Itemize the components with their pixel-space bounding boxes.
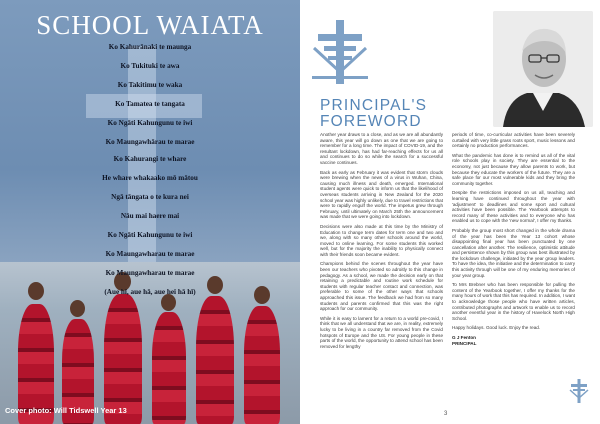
verse-line: Ko Ngāti Kahungunu te iwi <box>107 119 193 127</box>
verse-line: He whare whakaako mō mātou <box>102 174 198 182</box>
waiata-verse-1 <box>0 38 300 152</box>
heading-line-1: PRINCIPAL'S <box>320 97 428 114</box>
page-number: 3 <box>444 411 448 417</box>
cover-photo-credit: Cover photo: Will Tidswell Year 13 <box>5 406 127 415</box>
paragraph: Another year draws to a close, and as we are all abundantly aware, this year will go down as one that we are going to remember for a long time. The impact of COVID-19, and the resultant lockdown, has had far-reaching effects for us all and continues to do so while the search for a successful vaccine continues. <box>320 132 443 165</box>
page-title: SCHOOL WAIATA <box>36 10 264 40</box>
verse-line: Ngā tāngata o te kura nei <box>111 193 189 201</box>
paragraph: Happy holidays. Good luck. Enjoy the read. <box>452 325 541 331</box>
paragraph: Despite the restrictions imposed on us all, teaching and learning have continued throughout the year with 'adjustment' to deadlines and some sport and cultural activities have been possible. The Yearbook attempts to record many of these activities and to everyone who has enabled us to cope with the 'new normal', I offer my thanks. <box>452 190 575 224</box>
paragraph: Probably the group most short changed in the whole drama of the year has been the Year 13 cohort whose disappointing final year has been punctuated by one cancellation after another. The resilience, optimistic attitude and persistence shown by this group was best illustrated by the lockdown challenge, initiated by the year group leaders. To have the idea, the initiative and the determination to carry this activity through will be one of my enduring memories of your year group. <box>452 227 575 278</box>
verse-line: (Aue hī, aue hā, aue hei hā hī) <box>104 288 196 296</box>
verse-line: Ko Kahurangi te whare <box>113 155 187 163</box>
verse-line: Ko Maungawharau te marae <box>105 269 195 277</box>
verse-line: Ko Tukituki te awa <box>120 62 180 70</box>
signature-title: PRINCIPAL <box>452 340 477 346</box>
foreword-heading <box>320 98 470 129</box>
verse-line: Ko Maungawharau te marae <box>105 250 195 258</box>
verse-line: Ko Takitimu te waka <box>117 81 183 89</box>
principal-portrait <box>493 11 593 127</box>
paragraph: periods of time, co-curricular activities have been severely curtailed with very little grass roots sport, music lessons and certainly no production performances. <box>452 132 575 149</box>
corner-cross-icon <box>568 378 590 404</box>
paragraph: While it is easy to lament for a return to a world pre-covid, I think that we all understand that we are, in reality, extremely lucky to be living in a country far removed from the Covid hotspots of Europe and the US. For young people in these parts of the world, the opportunity to attend school has been removed for lengthy <box>320 315 443 349</box>
paragraph: Decisions were also made at this time by the Ministry of Education to change term dates for term one and two and we, along with so many other schools around the world, moved to online learning. For some students this worked well, but for the majority the inability to physically connect with their friends soon became evident. <box>320 223 443 257</box>
verse-line: Ko Maungawhārau te marae <box>105 138 195 146</box>
paragraph: What the pandemic has done is to remind us all of the vital role schools play in society. They are essential to the economy, not just because they allow parents to work, but because they educate the workers of the future. They are a safe place for our most vulnerable kids and they bring the community together. <box>452 152 575 186</box>
paragraph: To Mrs Brebner who has been responsible for pulling the content of the Yearbook together, I offer my thanks for the many hours of work that this has required. In addition, I want to acknowledge those people who have written articles, contributed photographs and artwork to enable us to record another eventful year in the history of Havelock North High School. <box>452 282 575 321</box>
paragraph: Back as early as February it was evident that storm clouds were brewing when the news of a virus in Wuhan, China, causing much illness and death, emerged. International student agents were quick to inform us that the likelihood of overseas students arriving in New Zealand for the 2020 school year was highly unlikely, due to travel restrictions that were to rapidly engulf the world. The impetus grew through February, until ultimately on March 25th the announcement was made that we were going into lockdown. <box>320 169 443 220</box>
verse-line: Nāu mai haere mai <box>120 212 180 220</box>
verse-line: Ko Kahurānaki te maunga <box>108 43 192 51</box>
foreword-column-1 <box>320 132 443 353</box>
waiata-verse-2 <box>0 150 300 302</box>
school-cross-logo-icon <box>310 18 370 86</box>
verse-line: Ko Ngāti Kahungunu te iwi <box>107 231 193 239</box>
heading-line-2: FOREWORD <box>320 112 422 130</box>
paragraph: Champions behind the scenes throughout the year have been our teachers who pivoted so adroitly to this change in pedagogy. As a school, we made the decision early on that retaining a predictable and routine work schedule for students with regular teacher contact and connection, was preferable to some of the other ways that schools approached this issue. The feedback we had from so many students and parents confirmed that this was the right approach for our community. <box>320 261 443 312</box>
signature-name: G J Fenton <box>452 335 476 340</box>
foreword-page <box>300 0 600 424</box>
principal-photo-icon <box>493 11 593 127</box>
verse-line: Ko Tamatea te tangata <box>115 100 185 108</box>
foreword-column-2 <box>452 132 575 346</box>
